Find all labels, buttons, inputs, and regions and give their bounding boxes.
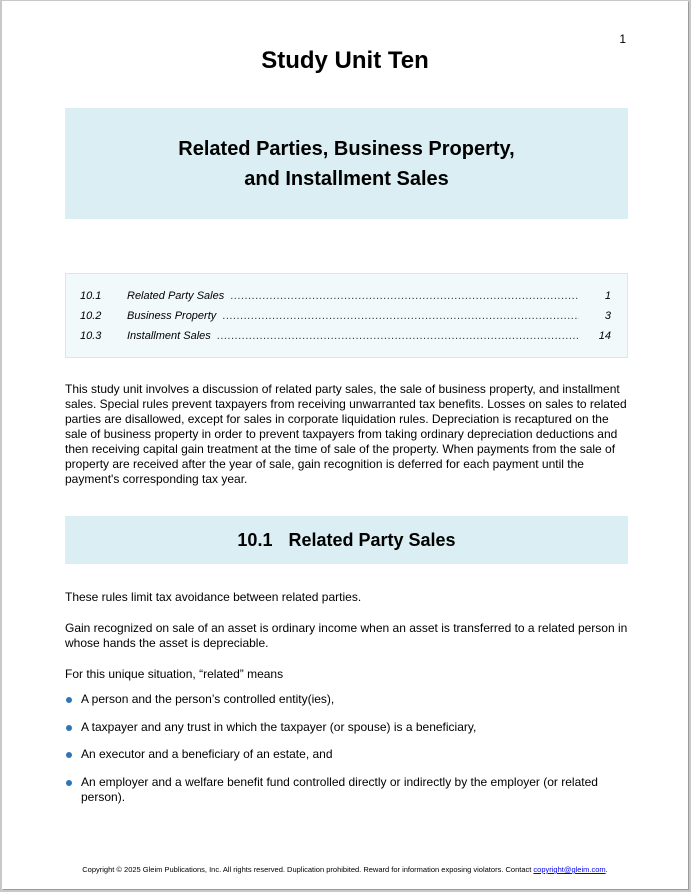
body-paragraph: For this unique situation, “related” means bbox=[65, 667, 284, 681]
table-of-contents bbox=[65, 273, 628, 358]
list-item-text: An executor and a beneficiary of an estate, and bbox=[81, 747, 333, 761]
unit-subtitle-banner bbox=[65, 108, 628, 219]
toc-entry[interactable] bbox=[80, 310, 611, 324]
footer-text: Copyright © 2025 Gleim Publications, Inc. All rights reserved. Duplication prohibited. Reward for information exposing violators. Contact bbox=[82, 865, 534, 874]
toc-entry-page: 3 bbox=[604, 310, 611, 322]
toc-dot-leader bbox=[222, 310, 579, 322]
document-page bbox=[2, 1, 688, 889]
intro-paragraph: This study unit involves a discussion of related party sales, the sale of business property, and installment sales. Special rules prevent taxpayers from receiving unwarranted tax benefits. Losses on sales to related parties are disallowed, except for sales in corporate liquidation rules. Depreciation is recaptured on the sale of business property in order to prevent taxpayers from taking ordinary depreciation deductions and then receiving capital gain treatment at the time of sale of the property. When payments from the sale of property are received after the year of sale, gain recognition is deferred for each payment until the payment's corresponding tax year. bbox=[65, 382, 627, 486]
list-item bbox=[65, 692, 631, 707]
page-number: 1 bbox=[619, 32, 626, 46]
list-item bbox=[65, 720, 631, 735]
body-paragraph: These rules limit tax avoidance between related parties. bbox=[65, 590, 362, 604]
list-item-text: A taxpayer and any trust in which the taxpayer (or spouse) is a beneficiary, bbox=[81, 720, 477, 734]
footer-end: . bbox=[605, 865, 608, 874]
list-item bbox=[65, 747, 631, 762]
toc-dot-leader bbox=[230, 290, 579, 302]
toc-entry-page: 14 bbox=[598, 330, 611, 342]
body-paragraph: Gain recognized on sale of an asset is ordinary income when an asset is transferred to a related person in whose hands the asset is depreciable. bbox=[65, 621, 628, 650]
bullet-icon bbox=[66, 697, 72, 703]
bullet-icon bbox=[66, 780, 72, 786]
list-item-text: A person and the person’s controlled entity(ies), bbox=[81, 692, 335, 706]
section-number: 10.1 bbox=[237, 529, 273, 550]
copyright-email-link[interactable]: copyright@gleim.com bbox=[533, 865, 606, 874]
subtitle-line-2: and Installment Sales bbox=[244, 167, 449, 190]
toc-entry-title: Installment Sales bbox=[127, 330, 211, 342]
bullet-icon bbox=[66, 752, 72, 758]
section-title: Related Party Sales bbox=[288, 529, 456, 550]
bullet-icon bbox=[66, 725, 72, 731]
toc-entry[interactable] bbox=[80, 330, 611, 344]
section-header bbox=[65, 516, 628, 564]
toc-entry-number: 10.1 bbox=[80, 290, 102, 302]
toc-entry-title: Business Property bbox=[127, 310, 217, 322]
list-item-text: An employer and a welfare benefit fund controlled directly or indirectly by the employer (or related person). bbox=[81, 775, 598, 804]
toc-entry-number: 10.2 bbox=[80, 310, 102, 322]
copyright-footer bbox=[2, 865, 688, 874]
toc-entry-number: 10.3 bbox=[80, 330, 102, 342]
list-item bbox=[65, 775, 631, 805]
study-unit-title: Study Unit Ten bbox=[261, 47, 429, 74]
toc-dot-leader bbox=[217, 330, 579, 342]
toc-entry-page: 1 bbox=[604, 290, 611, 302]
toc-entry-title: Related Party Sales bbox=[127, 290, 225, 302]
subtitle-line-1: Related Parties, Business Property, bbox=[178, 137, 515, 160]
toc-entry[interactable] bbox=[80, 290, 611, 304]
